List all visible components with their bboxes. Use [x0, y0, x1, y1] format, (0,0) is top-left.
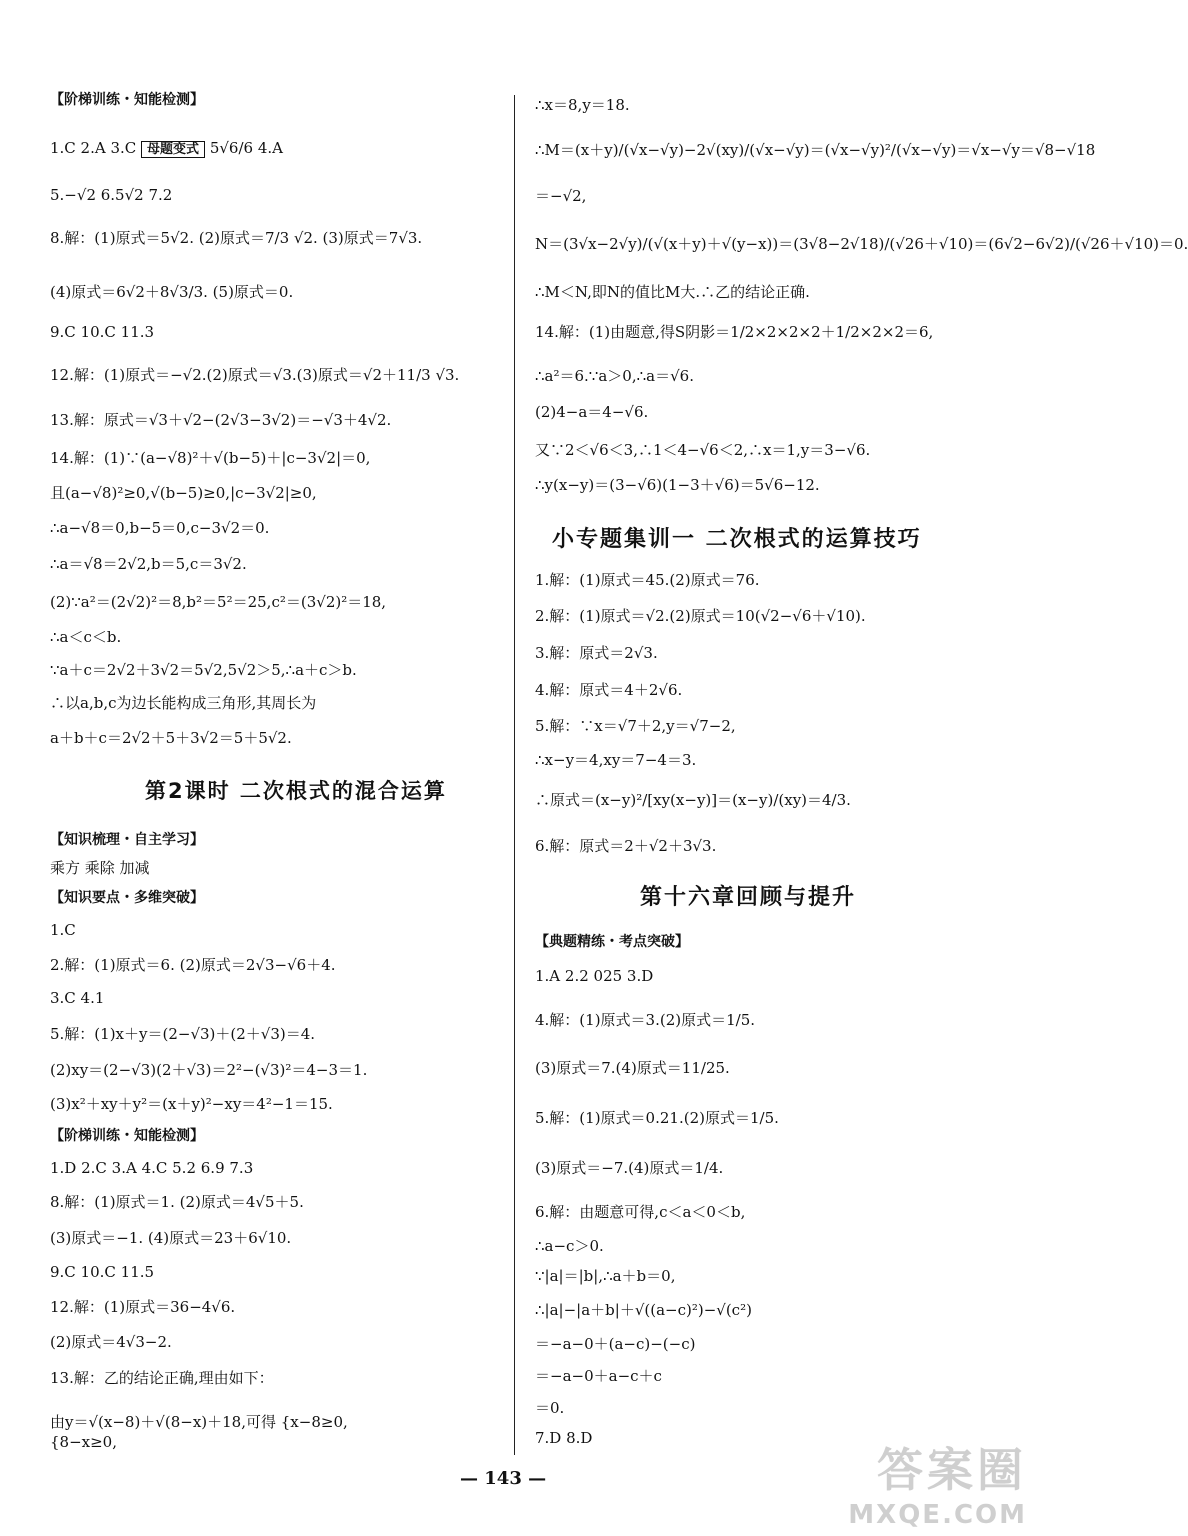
- answer-line: [535, 140, 1095, 160]
- answer-line: [50, 1060, 367, 1080]
- answer-text: 5.−√2 6.5√2 7.2: [50, 186, 173, 204]
- answer-text: 4.解：(1)原式＝3.(2)原式＝1/5.: [535, 1011, 756, 1029]
- answer-text: 【典题精练・考点突破】: [535, 934, 689, 950]
- watermark-logo-text: 答案圈: [877, 1443, 1027, 1497]
- right-column: [535, 0, 1188, 1460]
- answer-line: [50, 1262, 154, 1282]
- answer-text: ∴a＜c＜b.: [50, 628, 122, 646]
- answer-text: ＝−a−0＋(a−c)−(−c): [535, 1335, 696, 1353]
- answer-line: [535, 1158, 723, 1178]
- answer-line: [50, 185, 172, 205]
- answer-text: 4.解：原式＝4＋2√6.: [535, 681, 683, 699]
- answer-line: [50, 282, 293, 302]
- section-header: [535, 932, 689, 952]
- answer-line: [535, 186, 586, 206]
- answer-line: [50, 693, 316, 713]
- answer-line: [50, 1332, 172, 1352]
- answer-line: [535, 1108, 779, 1128]
- answer-line: [50, 228, 422, 248]
- answer-text: ∴M＝(x＋y)/(√x−√y)−2√(xy)/(√x−√y)＝(√x−√y)²/(√x−√y)＝√x−√y＝√8−√18: [535, 141, 1096, 159]
- answer-line: [50, 1192, 304, 1212]
- answer-text: ∴原式＝(x−y)²/[xy(x−y)]＝(x−y)/(xy)＝4/3.: [535, 791, 851, 809]
- answer-line: [535, 95, 630, 115]
- answer-line: [535, 475, 820, 495]
- page-number: — 143 —: [460, 1468, 547, 1489]
- answer-line: [50, 1368, 274, 1388]
- answer-text: 2.解：(1)原式＝√2.(2)原式＝10(√2−√6＋√10).: [535, 607, 866, 625]
- answer-line: [535, 1428, 592, 1448]
- answer-line: [535, 1236, 604, 1256]
- answer-line: [535, 440, 870, 460]
- answer-line: [50, 1094, 333, 1114]
- answer-text: (2)xy＝(2−√3)(2＋√3)＝2²−(√3)²＝4−3＝1.: [50, 1061, 368, 1079]
- answer-text: (4)原式＝6√2＋8√3/3. (5)原式＝0.: [50, 283, 294, 301]
- answer-text: 3.C 4.1: [50, 989, 105, 1007]
- section-header: [50, 1126, 204, 1146]
- answer-text: ∵a＋c＝2√2＋3√2＝5√2,5√2＞5,∴a＋c＞b.: [50, 661, 357, 679]
- answer-text: 9.C 10.C 11.3: [50, 323, 155, 341]
- answer-text: 5.解：∵x＝√7＋2,y＝√7−2,: [535, 717, 736, 735]
- answer-line: [50, 592, 386, 612]
- answer-text: (2)4−a＝4−√6.: [535, 403, 649, 421]
- answer-text: 1.解：(1)原式＝45.(2)原式＝76.: [535, 571, 760, 589]
- answer-line: [50, 627, 121, 647]
- answer-text: 14.解：(1)由题意,得S阴影＝1/2×2×2×2＋1/2×2×2＝6,: [535, 323, 934, 341]
- answer-line: [50, 554, 247, 574]
- answer-line: [535, 716, 736, 736]
- lesson-title: 第2课时 二次根式的混合运算: [145, 779, 447, 803]
- answer-text: 2.解：(1)原式＝6. (2)原式＝2√3−√6＋4.: [50, 956, 336, 974]
- answer-text: ∴a−√8＝0,b−5＝0,c−3√2＝0.: [50, 519, 270, 537]
- answer-text: ＝−a−0＋a−c＋c: [535, 1367, 662, 1385]
- answer-line: [50, 1024, 315, 1044]
- answer-text: ∴a＝√8＝2√2,b＝5,c＝3√2.: [50, 555, 247, 573]
- answer-line: [50, 1297, 235, 1317]
- answer-line: [535, 1334, 695, 1354]
- section-header: [50, 888, 204, 908]
- answer-text: (3)原式＝−1. (4)原式＝23＋6√10.: [50, 1229, 292, 1247]
- answer-line: [535, 322, 933, 342]
- answer-text: (3)原式＝−7.(4)原式＝1/4.: [535, 1159, 724, 1177]
- answer-line: [535, 680, 682, 700]
- answer-text: 8.解：(1)原式＝5√2. (2)原式＝7/3 √2. (3)原式＝7√3.: [50, 229, 423, 247]
- answer-text: ∵|a|＝|b|,∴a＋b＝0,: [535, 1267, 676, 1285]
- answer-text: ∴以a,b,c为边长能构成三角形,其周长为: [50, 694, 317, 712]
- answer-line: [535, 1202, 745, 1222]
- answer-text: 乘方 乘除 加减: [50, 859, 150, 877]
- watermark: [848, 1434, 1027, 1530]
- answer-text: 1.C: [50, 921, 76, 939]
- answer-text: 1.D 2.C 3.A 4.C 5.2 6.9 7.3: [50, 1159, 254, 1177]
- answer-line: [50, 660, 357, 680]
- answer-text: ∴a−c＞0.: [535, 1237, 604, 1255]
- answer-text: 【阶梯训练・知能检测】: [50, 92, 204, 108]
- answer-line: [50, 365, 459, 385]
- answer-line: [535, 282, 810, 302]
- section-header: [50, 830, 204, 850]
- answer-text: 又∵2＜√6＜3,∴1＜4−√6＜2,∴x＝1,y＝3−√6.: [535, 441, 871, 459]
- answer-text: ∴y(x−y)＝(3−√6)(1−3＋√6)＝5√6−12.: [535, 476, 820, 494]
- answer-line: [535, 1366, 662, 1386]
- answer-text: 7.D 8.D: [535, 1429, 593, 1447]
- answer-text: 【知识要点・多维突破】: [50, 890, 204, 906]
- answer-text: {8−x≥0,: [50, 1433, 117, 1451]
- answer-line: [50, 410, 391, 430]
- answer-text: (3)原式＝7.(4)原式＝11/25.: [535, 1059, 730, 1077]
- answer-line: [50, 1412, 348, 1432]
- answer-text: 1.C 2.A 3.C: [50, 139, 137, 157]
- answer-line: [535, 1010, 755, 1030]
- answer-line: [50, 138, 283, 160]
- answer-line: [535, 1266, 675, 1286]
- answer-line: [50, 1432, 117, 1452]
- answer-text: ∴|a|−|a＋b|＋√((a−c)²)−√(c²): [535, 1301, 752, 1319]
- answer-line: [50, 988, 104, 1008]
- answer-line: [50, 1228, 291, 1248]
- answer-text: 1.A 2.2 025 3.D: [535, 967, 654, 985]
- answer-text: ∴x−y＝4,xy＝7−4＝3.: [535, 751, 697, 769]
- answer-line: [50, 322, 154, 342]
- answer-line: [50, 920, 76, 940]
- answer-text: (2)原式＝4√3−2.: [50, 1333, 172, 1351]
- answer-text: 13.解：原式＝√3＋√2−(2√3−3√2)＝−√3＋4√2.: [50, 411, 392, 429]
- answer-line: [535, 750, 696, 770]
- answer-line: [535, 790, 851, 810]
- variant-badge: 母题变式: [141, 141, 205, 158]
- answer-text: 6.解：由题意可得,c＜a＜0＜b,: [535, 1203, 746, 1221]
- answer-line: [535, 1300, 752, 1320]
- answer-text: 6.解：原式＝2＋√2＋3√3.: [535, 837, 717, 855]
- answer-line: [50, 955, 336, 975]
- answer-line: [535, 606, 866, 626]
- answer-text: a＋b＋c＝2√2＋5＋3√2＝5＋5√2.: [50, 729, 292, 747]
- answer-text: N＝(3√x−2√y)/(√(x＋y)＋√(y−x))＝(3√8−2√18)/(√26＋√10)＝(6√2−6√2)/(√26＋√10)＝0.: [535, 235, 1188, 253]
- answer-text: ∴M＜N,即N的值比M大.∴乙的结论正确.: [535, 283, 810, 301]
- answer-line: [50, 858, 150, 878]
- answer-text: (3)x²＋xy＋y²＝(x＋y)²−xy＝4²−1＝15.: [50, 1095, 333, 1113]
- answer-text: 由y＝√(x−8)＋√(8−x)＋18,可得 {x−8≥0,: [50, 1413, 348, 1431]
- answer-line: [535, 1058, 730, 1078]
- answer-text: 5.解：(1)原式＝0.21.(2)原式＝1/5.: [535, 1109, 779, 1127]
- answer-text: ＝−√2,: [535, 187, 587, 205]
- answer-text: ∴x＝8,y＝18.: [535, 96, 630, 114]
- section-header: [50, 90, 204, 110]
- answer-line: [50, 483, 317, 503]
- answer-text: 5.解：(1)x＋y＝(2−√3)＋(2＋√3)＝4.: [50, 1025, 316, 1043]
- answer-line: [50, 448, 370, 468]
- watermark-url: MXQE.COM: [848, 1500, 1027, 1530]
- answer-line: [535, 836, 716, 856]
- answer-text: 3.解：原式＝2√3.: [535, 644, 658, 662]
- answer-text: ∴a²＝6.∵a＞0,∴a＝√6.: [535, 367, 694, 385]
- answer-line: [50, 518, 269, 538]
- answer-text-after: 5√6/6 4.A: [205, 139, 283, 157]
- answer-text: 【知识梳理・自主学习】: [50, 832, 204, 848]
- answer-text: 8.解：(1)原式＝1. (2)原式＝4√5＋5.: [50, 1193, 304, 1211]
- answer-text: (2)∵a²＝(2√2)²＝8,b²＝5²＝25,c²＝(3√2)²＝18,: [50, 593, 387, 611]
- chapter-review-title: 第十六章回顾与提升: [640, 885, 857, 910]
- answer-line: [535, 643, 658, 663]
- left-column: [50, 0, 510, 1460]
- answer-line: [50, 728, 292, 748]
- answer-text: ＝0.: [535, 1399, 565, 1417]
- answer-text: 且(a−√8)²≥0,√(b−5)≥0,|c−3√2|≥0,: [50, 484, 317, 502]
- answer-line: [535, 570, 760, 590]
- column-divider: [514, 95, 515, 1455]
- answer-text: 12.解：(1)原式＝−√2.(2)原式＝√3.(3)原式＝√2＋11/3 √3.: [50, 366, 460, 384]
- answer-line: [535, 234, 1188, 254]
- answer-text: 【阶梯训练・知能检测】: [50, 1128, 204, 1144]
- answer-text: 14.解：(1)∵(a−√8)²＋√(b−5)＋|c−3√2|＝0,: [50, 449, 371, 467]
- special-topic-title: 小专题集训一 二次根式的运算技巧: [552, 527, 922, 552]
- answer-line: [535, 366, 694, 386]
- answer-line: [50, 1158, 253, 1178]
- answer-text: 9.C 10.C 11.5: [50, 1263, 155, 1281]
- answer-text: 12.解：(1)原式＝36−4√6.: [50, 1298, 236, 1316]
- answer-line: [535, 966, 653, 986]
- answer-line: [535, 1398, 564, 1418]
- answer-text: 13.解：乙的结论正确,理由如下：: [50, 1369, 274, 1387]
- answer-line: [535, 402, 648, 422]
